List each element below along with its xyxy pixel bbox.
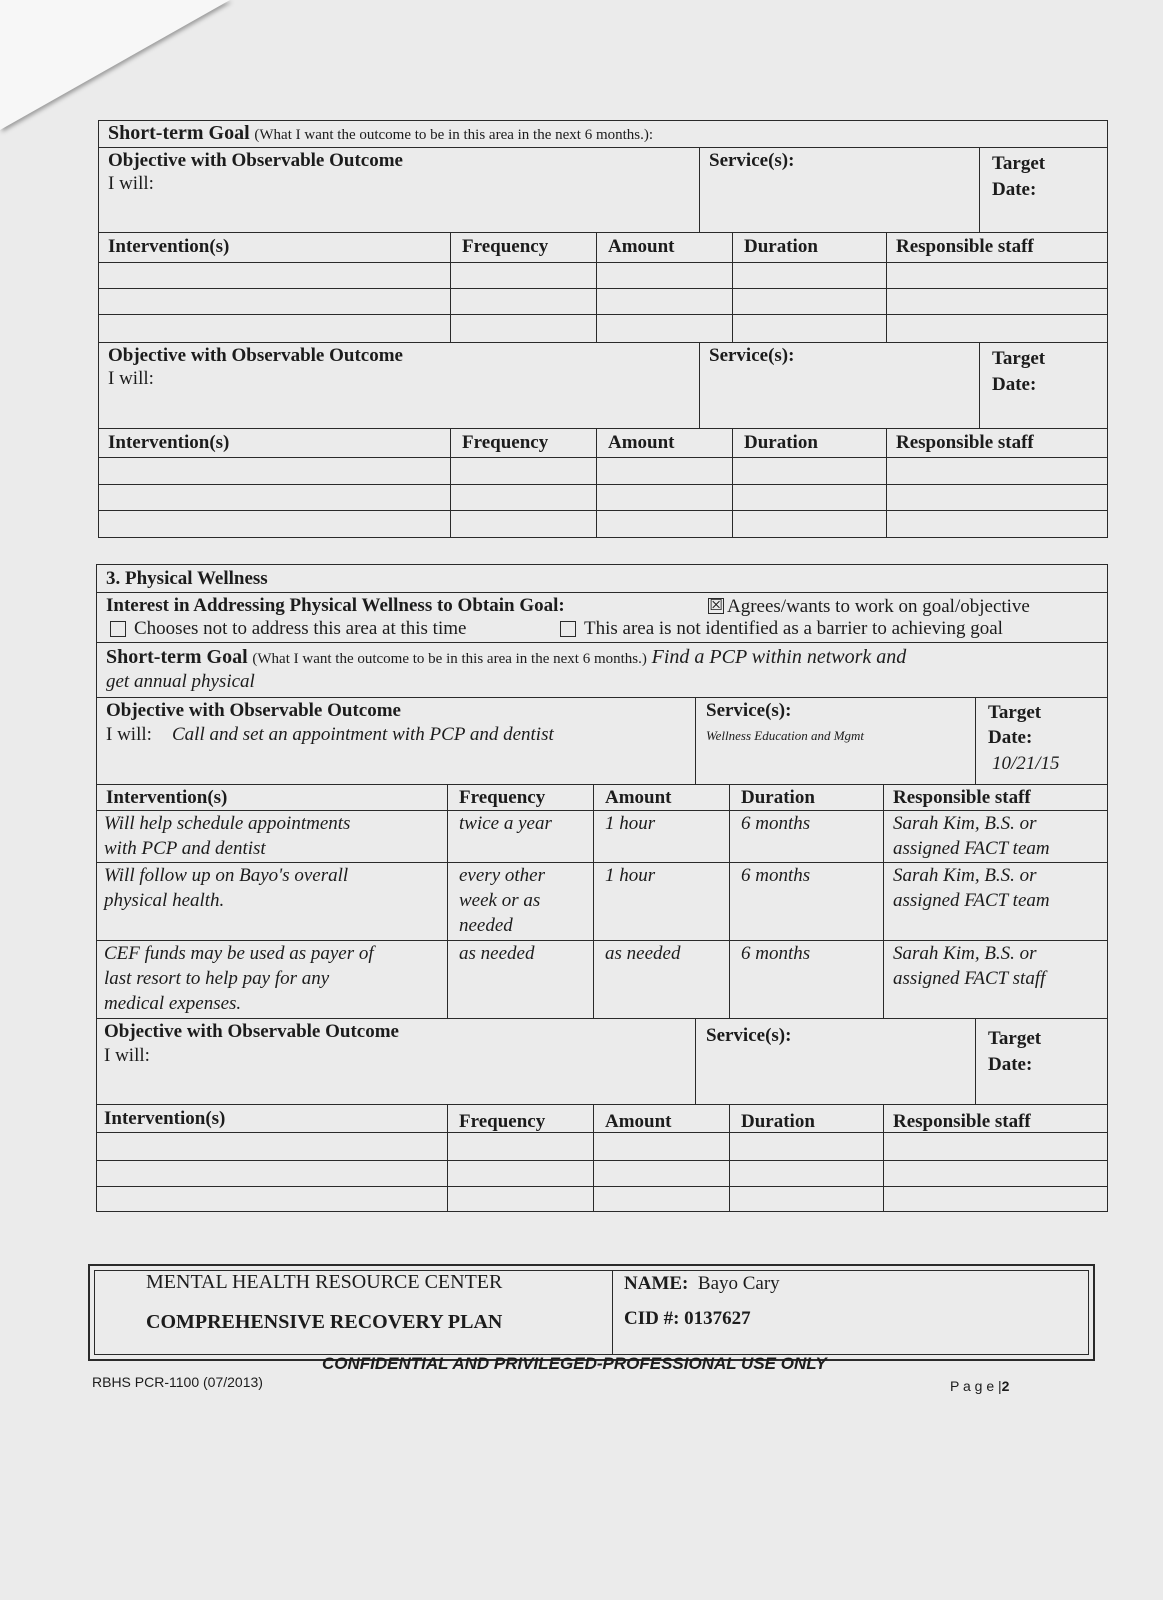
staff-line: Sarah Kim, B.S. or [893,865,1037,886]
frequency-line: needed [459,915,513,936]
date-label: Date: [992,179,1037,200]
intervention-line: physical health. [104,890,225,911]
target-date-value: 10/21/15 [992,753,1060,774]
responsible-staff-header: Responsible staff [896,432,1034,453]
amount-header: Amount [608,432,675,453]
date-label: Date: [988,727,1033,748]
staff-line: assigned FACT team [893,890,1050,911]
i-will-label: I will: [108,173,154,194]
services-label: Service(s): [709,345,795,366]
org-name: MENTAL HEALTH RESOURCE CENTER [146,1271,503,1293]
duration-value: 6 months [741,943,811,964]
target-label: Target [992,348,1046,369]
i-will-label: I will: [104,1045,150,1066]
short-term-goal-label: Short-term Goal [106,646,248,668]
i-will-label: I will: [106,724,152,745]
target-label: Target [988,702,1042,723]
amount-header: Amount [605,1111,672,1132]
i-will-label: I will: [108,368,154,389]
objective-text: Call and set an appointment with PCP and dentist [172,724,554,745]
page-number: 2 [1001,1378,1010,1394]
intervention-line: last resort to help pay for any [104,968,330,989]
intervention-line: Will follow up on Bayo's overall [104,865,349,886]
services-label: Service(s): [709,150,795,171]
name-value: Bayo Cary [697,1273,780,1294]
target-label: Target [988,1028,1042,1049]
interventions-header: Intervention(s) [104,1108,226,1129]
service-value: Wellness Education and Mgmt [706,728,865,743]
frequency-line: as needed [459,943,535,964]
staff-line: assigned FACT team [893,838,1050,859]
cid-value: 0137627 [684,1308,751,1329]
chooses-not-option-label: Chooses not to address this area at this time [134,618,467,639]
objective-label: Objective with Observable Outcome [106,700,401,721]
short-term-goal-label: Short-term Goal [108,122,250,144]
frequency-header: Frequency [462,432,549,453]
responsible-staff-header: Responsible staff [896,236,1034,257]
services-label: Service(s): [706,1025,792,1046]
not-barrier-checkbox[interactable] [560,621,576,637]
services-label: Service(s): [706,700,792,721]
agrees-checkbox[interactable]: ☒ [709,596,723,614]
date-label: Date: [988,1054,1033,1075]
short-term-goal-hint: (What I want the outcome to be in this area in the next 6 months.) [252,651,647,667]
cid-label: CID #: [624,1308,680,1329]
amount-header: Amount [605,787,672,808]
amount-value: 1 hour [605,865,656,886]
goal-text-line2: get annual physical [106,671,255,692]
name-label: NAME: [624,1273,689,1294]
frequency-header: Frequency [459,1111,546,1132]
not-barrier-option-label: This area is not identified as a barrier to achieving goal [584,618,1003,639]
interventions-header: Intervention(s) [106,787,228,808]
confidential-notice: CONFIDENTIAL AND PRIVILEGED-PROFESSIONAL USE ONLY [322,1354,827,1373]
date-label: Date: [992,374,1037,395]
short-term-goal-row [106,645,906,671]
cid-row [624,1307,751,1331]
intervention-line: with PCP and dentist [104,838,266,859]
target-label: Target [992,153,1046,174]
interventions-header: Intervention(s) [108,236,230,257]
section-title: 3. Physical Wellness [106,568,268,589]
agrees-option-label: Agrees/wants to work on goal/objective [727,596,1030,617]
frequency-line: every other [459,865,545,886]
amount-header: Amount [608,236,675,257]
responsible-staff-header: Responsible staff [893,787,1031,808]
intervention-line: Will help schedule appointments [104,813,351,834]
frequency-line: twice a year [459,813,552,834]
frequency-line: week or as [459,890,541,911]
short-term-goal-row [108,121,653,147]
interventions-header: Intervention(s) [108,432,230,453]
objective-label: Objective with Observable Outcome [108,150,403,171]
duration-header: Duration [744,432,818,453]
amount-value: as needed [605,943,681,964]
chooses-not-checkbox[interactable] [110,621,126,637]
objective-label: Objective with Observable Outcome [104,1021,399,1042]
form-id: RBHS PCR-1100 (07/2013) [92,1374,263,1390]
staff-line: assigned FACT staff [893,968,1046,989]
interest-label: Interest in Addressing Physical Wellness to Obtain Goal: [106,595,565,616]
duration-header: Duration [744,236,818,257]
frequency-header: Frequency [462,236,549,257]
goal-text-line1: Find a PCP within network and [651,646,907,668]
folded-corner [0,0,230,130]
staff-line: Sarah Kim, B.S. or [893,813,1037,834]
amount-value: 1 hour [605,813,656,834]
duration-value: 6 months [741,865,811,886]
intervention-line: CEF funds may be used as payer of [104,943,374,964]
frequency-header: Frequency [459,787,546,808]
responsible-staff-header: Responsible staff [893,1111,1031,1132]
page-label: P a g e | [950,1378,1002,1394]
duration-header: Duration [741,787,815,808]
duration-header: Duration [741,1111,815,1132]
objective-label: Objective with Observable Outcome [108,345,403,366]
duration-value: 6 months [741,813,811,834]
patient-name-row [624,1272,780,1296]
short-term-goal-hint: (What I want the outcome to be in this area in the next 6 months.): [254,127,654,143]
staff-line: Sarah Kim, B.S. or [893,943,1037,964]
page-indicator [950,1374,1009,1398]
intervention-line: medical expenses. [104,993,242,1014]
plan-title: COMPREHENSIVE RECOVERY PLAN [146,1311,503,1333]
